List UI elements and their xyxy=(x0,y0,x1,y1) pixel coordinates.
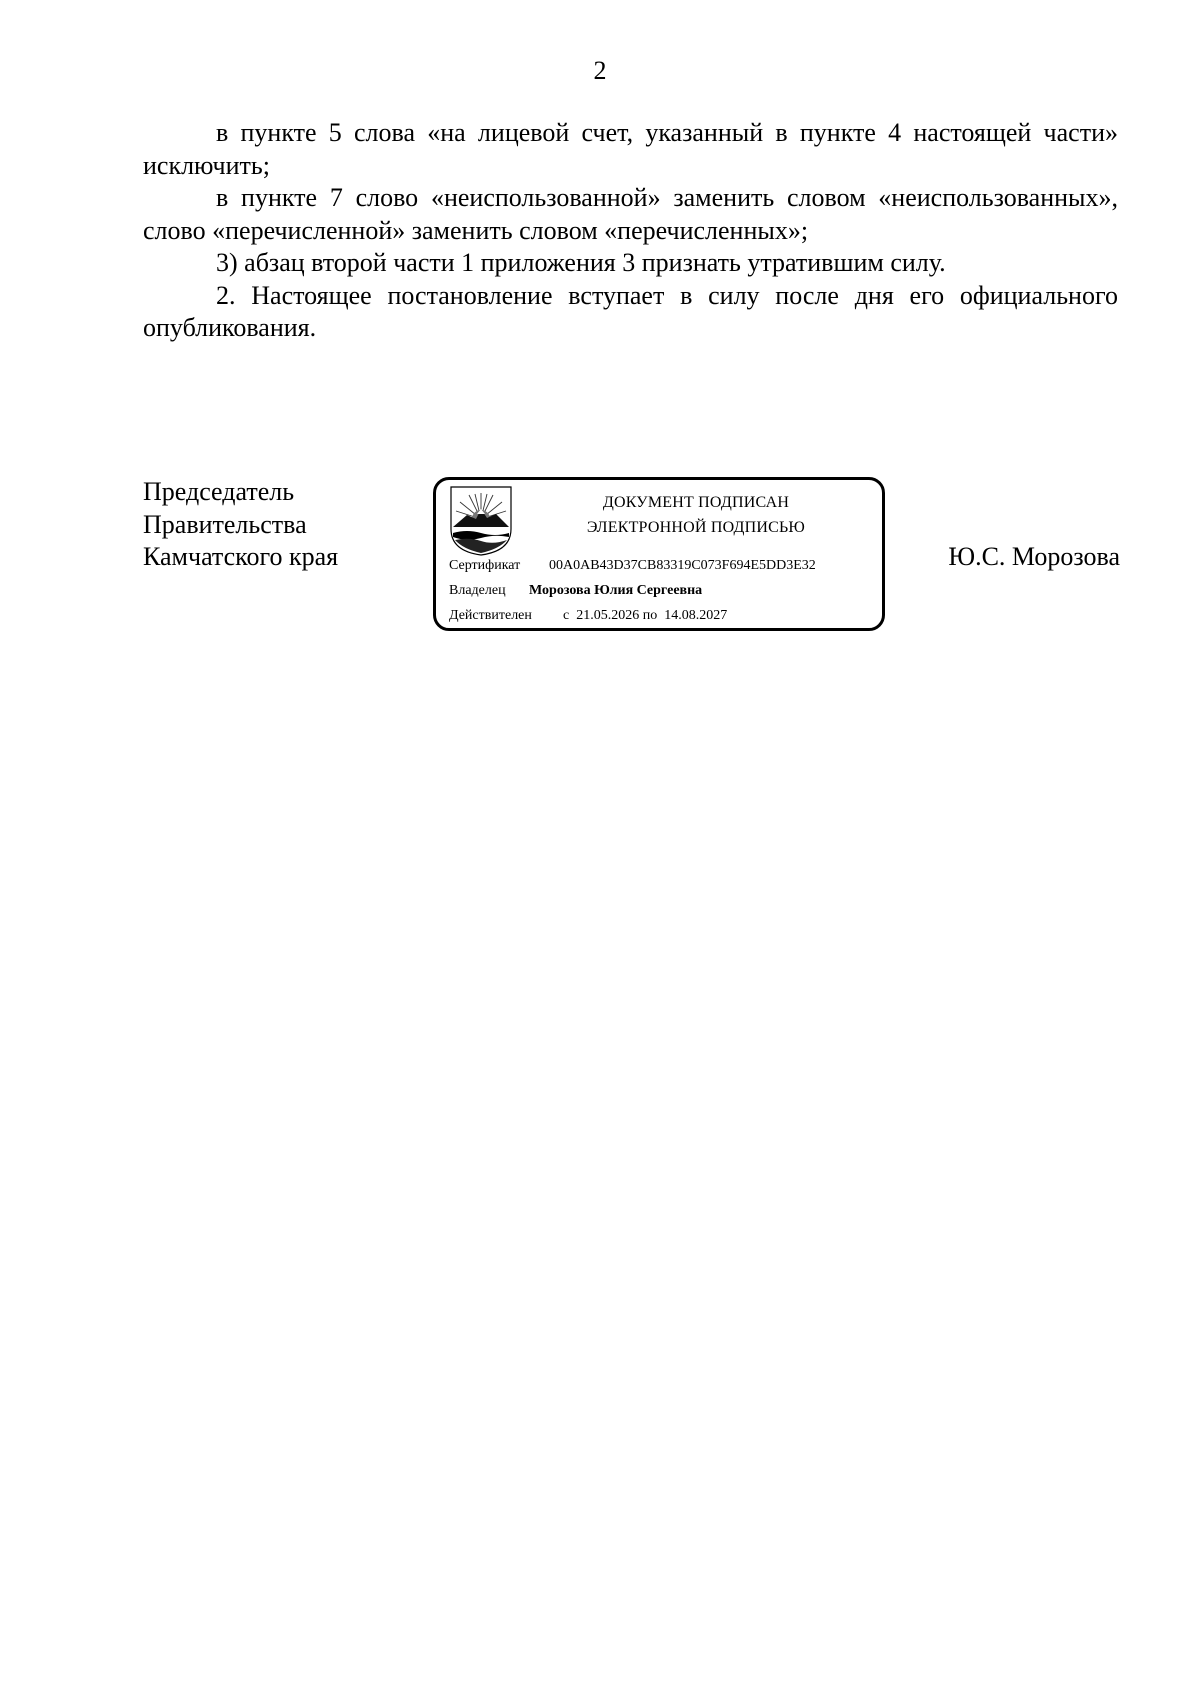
stamp-title xyxy=(546,490,846,540)
stamp-certificate-row xyxy=(449,558,816,574)
signatory-name: Ю.С. Морозова xyxy=(948,542,1120,571)
paragraph-3: 3) абзац второй части 1 приложения 3 признать утратившим силу. xyxy=(216,248,946,277)
document-body xyxy=(143,117,1118,345)
owner-value: Морозова Юлия Сергеевна xyxy=(529,583,703,598)
stamp-title-line: ДОКУМЕНТ ПОДПИСАН xyxy=(602,494,790,511)
certificate-value: 00A0AB43D37CB83319C073F694E5DD3E32 xyxy=(549,558,816,573)
stamp-title-line: ЭЛЕКТРОННОЙ ПОДПИСЬЮ xyxy=(586,519,806,536)
paragraph-1: в пункте 5 слова «на лицевой счет, указанный в пункте 4 настоящей части» исключить; xyxy=(143,118,1118,180)
certificate-label: Сертификат xyxy=(449,558,521,573)
validity-label: Действителен xyxy=(449,608,532,623)
paragraph-4: 2. Настоящее постановление вступает в силу после дня его официального опубликования. xyxy=(143,280,1118,342)
stamp-owner-row xyxy=(449,583,702,599)
paragraph-2: в пункте 7 слово «неиспользованной» заменить словом «неиспользованных», слово «перечисленной» заменить словом «перечисленных»; xyxy=(143,183,1118,245)
stamp-validity-row xyxy=(449,608,727,624)
electronic-signature-stamp xyxy=(433,477,885,631)
page-number: 2 xyxy=(593,56,607,85)
signatory-position-line: Председатель xyxy=(143,477,295,506)
signatory-position-line: Камчатского края xyxy=(143,542,339,571)
owner-label: Владелец xyxy=(449,583,506,598)
kamchatka-coat-of-arms-icon xyxy=(449,485,513,557)
validity-value: с 21.05.2026 по 14.08.2027 xyxy=(563,608,728,623)
signatory-position xyxy=(143,476,338,574)
signatory-position-line: Правительства xyxy=(143,509,307,539)
